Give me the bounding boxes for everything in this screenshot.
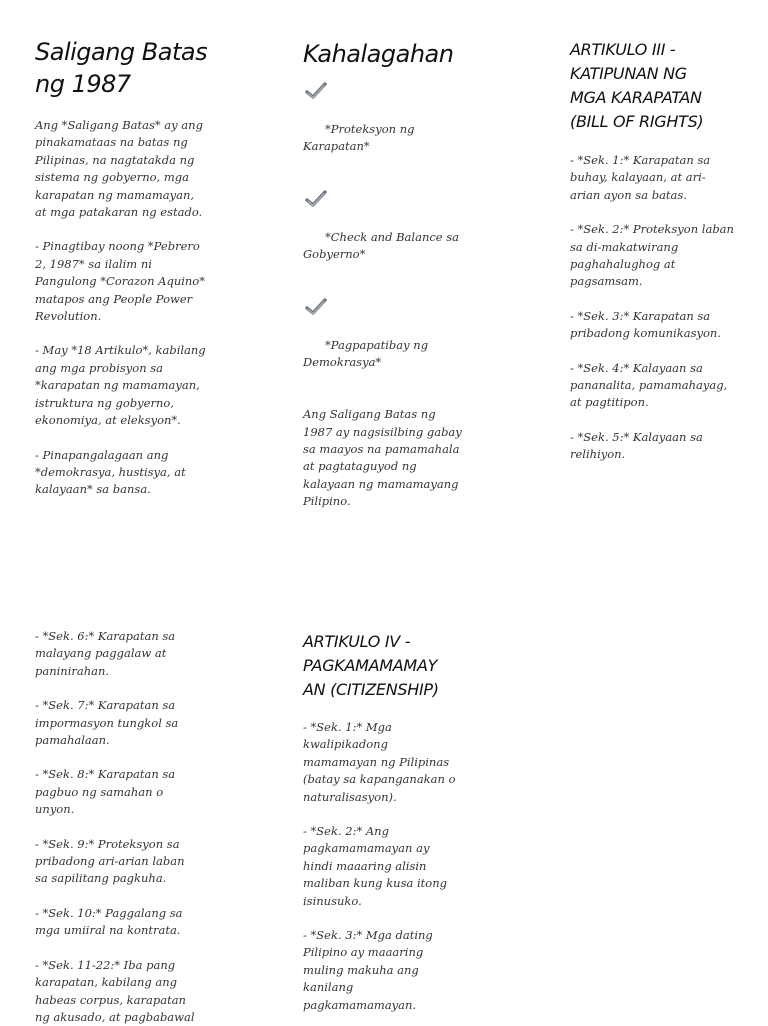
- paragraph: Ang *Saligang Batas* ay ang pinakamataas na batas ng Pilipinas, na nagtatakda ng sistema ng gobyerno, mga karapatan ng mamamayan, at mga patakaran ng estado.: [35, 118, 203, 220]
- paragraph: - *Sek. 10:* Paggalang sa mga umiiral na kontrata.: [35, 905, 183, 938]
- check-item-text: *Pagpapatibay ng Demokrasya*: [303, 337, 429, 370]
- paragraph: - *Sek. 3:* Mga dating Pilipino ay maaaring muling makuha ang kanilang pagkamamamayan.: [303, 928, 433, 1012]
- paragraph: - Pinagtibay noong *Pebrero 2, 1987* sa ilalim ni Pangulong *Corazon Aquino* matapos ang People Power Revolution.: [35, 239, 205, 324]
- check-item-text: *Check and Balance sa Gobyerno*: [303, 229, 460, 262]
- paragraph: - *Sek. 11-22:* Iba pang karapatan, kabilang ang habeas corpus, karapatan ng akusado, at pagbabawal: [35, 957, 195, 1024]
- paragraph: Ang Saligang Batas ng 1987 ay nagsisilbing gabay sa maayos na pamamahala at pagtataguyod ng kalayaan ng mamamayang Pilipino.: [303, 407, 462, 509]
- column-bill-of-rights-cont: [35, 628, 235, 1026]
- paragraph: - *Sek. 6:* Karapatan sa malayang paggalaw at paninirahan.: [35, 629, 176, 678]
- paragraph: - *Sek. 4:* Kalayaan sa pananalita, pamamahayag, at pagtitipon.: [570, 360, 728, 410]
- check-item: [303, 194, 503, 281]
- paragraph: - Pinapangalagaan ang *demokrasya, hustisya, at kalayaan* sa bansa.: [35, 447, 186, 497]
- check-item: [303, 86, 503, 173]
- paragraph: - May *18 Artikulo*, kabilang ang mga probisyon sa *karapatan ng mamamayan, istruktura ng gobyerno, ekonomiya, at eleksyon*.: [35, 343, 206, 428]
- column-kahalagahan: [303, 38, 503, 511]
- column-artikulo-iv: [303, 630, 483, 1014]
- checkmark-icon: [305, 298, 327, 316]
- heading-saligang-batas: Saligang Batas ng 1987: [35, 38, 208, 98]
- column-saligang-batas: [35, 36, 235, 499]
- check-item: [303, 302, 503, 389]
- checkmark-icon: [305, 190, 327, 208]
- check-item-text: *Proteksyon ng Karapatan*: [303, 121, 415, 154]
- paragraph: - *Sek. 7:* Karapatan sa impormasyon tungkol sa pamahalaan.: [35, 698, 179, 748]
- paragraph: - *Sek. 8:* Karapatan sa pagbuo ng samahan o unyon.: [35, 767, 176, 817]
- checkmark-icon: [305, 82, 327, 100]
- heading-artikulo-iii: ARTIKULO III - KATIPUNAN NG MGA KARAPATAN (BILL OF RIGHTS): [570, 40, 704, 131]
- paragraph: - *Sek. 2:* Proteksyon laban sa di-makatwirang paghahalughog at pagsamsam.: [570, 222, 734, 289]
- heading-artikulo-iv: ARTIKULO IV - PAGKAMAMAMAY AN (CITIZENSHIP): [303, 632, 439, 699]
- paragraph: - *Sek. 1:* Karapatan sa buhay, kalayaan, at ari- arian ayon sa batas.: [570, 153, 711, 202]
- paragraph: - *Sek. 3:* Karapatan sa pribadong komunikasyon.: [570, 308, 721, 341]
- column-artikulo-iii: [570, 38, 750, 464]
- paragraph: - *Sek. 2:* Ang pagkamamamayan ay hindi maaaring alisin maliban kung kusa itong isinusuko.: [303, 824, 447, 908]
- paragraph: - *Sek. 5:* Kalayaan sa relihiyon.: [570, 429, 703, 462]
- heading-kahalagahan: Kahalagahan: [303, 40, 454, 68]
- paragraph: - *Sek. 9:* Proteksyon sa pribadong ari-arian laban sa sapilitang pagkuha.: [35, 836, 185, 886]
- paragraph: - *Sek. 1:* Mga kwalipikadong mamamayan ng Pilipinas (batay sa kapanganakan o naturalisasyon).: [303, 720, 456, 804]
